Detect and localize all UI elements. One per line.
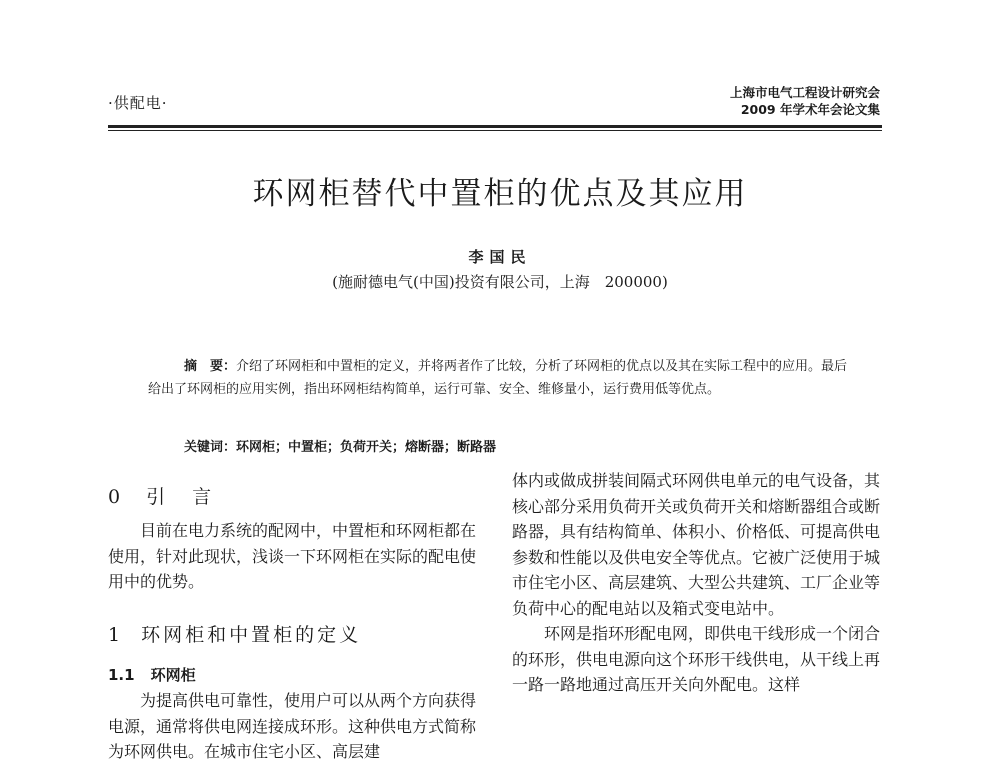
abstract-label: 摘 要： <box>184 359 237 374</box>
keywords <box>184 436 496 455</box>
section-1-heading <box>108 620 361 647</box>
ring-cabinet-paragraph: 为提高供电可靠性，使用户可以从两个方向获得电源，通常将供电网连接成环形。这种供电方式简称为环网供电。在城市住宅小区、高层建 <box>108 691 477 761</box>
paper-title: 环网柜替代中置柜的优点及其应用 <box>252 176 748 212</box>
section-number: 0 <box>108 486 125 508</box>
org-name: 上海市电气工程设计研究会 <box>729 85 880 100</box>
right-paragraph-2: 环网是指环形配电网，即供电干线形成一个闭合的环形，供电电源向这个环形干线供电，从干线上再一路一路地通过高压开关向外配电。这样 <box>512 624 881 694</box>
abstract-text: 介绍了环网柜和中置柜的定义，并将两者作了比较，分析了环网柜的优点以及其在实际工程中的应用。最后给出了环网柜的应用实例，指出环网柜结构简单，运行可靠、安全、维修量小，运行费用低等优点。 <box>148 359 848 397</box>
subsection-number: 1.1 <box>108 666 135 684</box>
header-rule-thin <box>108 130 882 131</box>
section-0-heading <box>108 482 215 509</box>
section-title: 环网柜和中置柜的定义 <box>141 624 362 646</box>
proceedings-year: 2009 年学术年会论文集 <box>740 102 880 117</box>
intro-paragraph: 目前在电力系统的配网中，中置柜和环网柜都在使用，针对此现状，浅谈一下环网柜在实际的配电使用中的优势。 <box>108 521 477 591</box>
author: 李国民 <box>468 248 532 266</box>
keywords-text: 环网柜；中置柜；负荷开关；熔断器；断路器 <box>236 440 497 455</box>
header-rule-thick <box>108 125 882 128</box>
abstract <box>148 355 860 401</box>
right-paragraph-1: 体内或做成拼装间隔式环网供电单元的电气设备，其核心部分采用负荷开关或负荷开关和熔断器组合或断路器，具有结构简单、体积小、价格低、可提高供电参数和性能以及供电安全等优点。它被广泛使用于城市住宅小区、高层建筑、大型公共建筑、工厂企业等负荷中心的配电站以及箱式变电站中。 <box>512 471 881 618</box>
proceedings-header <box>730 84 880 118</box>
subsection-title: 环网柜 <box>150 666 196 684</box>
right-column <box>512 468 884 698</box>
affiliation: (施耐德电气(中国)投资有限公司，上海 200000) <box>332 273 668 291</box>
subsection-1-1-heading <box>108 664 196 685</box>
section-tag: ·供配电· <box>108 94 168 112</box>
section-title: 引 言 <box>146 486 216 508</box>
keywords-label: 关键词： <box>184 440 237 455</box>
section-number: 1 <box>108 624 124 646</box>
